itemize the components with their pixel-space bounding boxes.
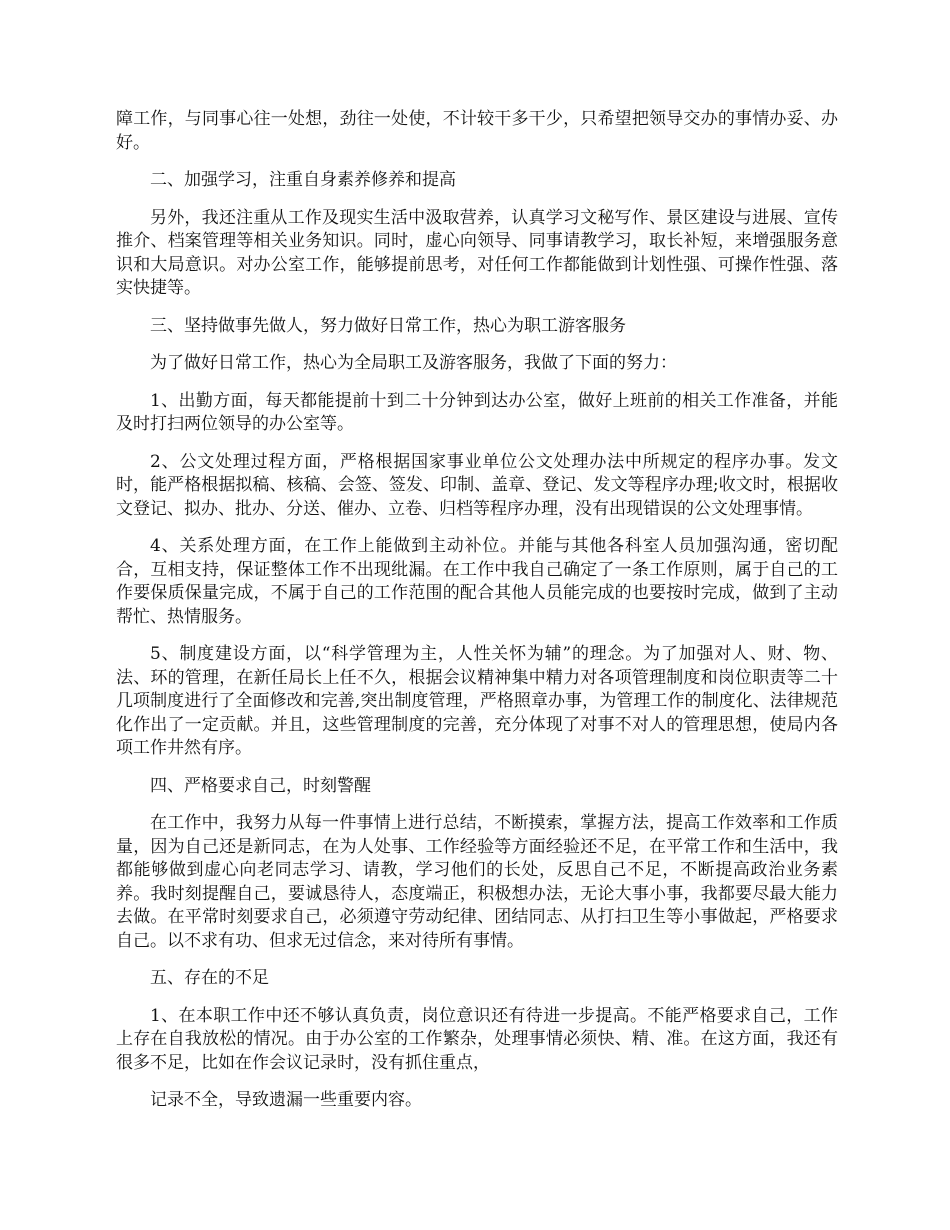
paragraph-item-1: 1、出勤方面，每天都能提前十到二十分钟到达办公室，做好上班前的相关工作准备，并能及时打扫两位领导的办公室等。 — [116, 390, 838, 434]
paragraph: 为了做好日常工作，热心为全局职工及游客服务，我做了下面的努力： — [150, 353, 677, 373]
paragraph-item-1: 1、在本职工作中还不够认真负责，岗位意识还有待进一步提高。不能严格要求自己，工作上存在自我放松的情况。由于办公室的工作繁杂，处理事情必须快、精、准。在这方面，我还有很多不足，比如在作会议记录时，没有抓住重点， — [116, 1005, 838, 1073]
paragraph: 在工作中，我努力从每一件事情上进行总结，不断摸索，掌握方法，提高工作效率和工作质量，因为自己还是新同志，在为人处事、工作经验等方面经验还不足，在平常工作和生活中，我都能够做到虚心向老同志学习、请教，学习他们的长处，反思自己不足，不断提高政治业务素养。我时刻提醒自己，要诚恳待人，态度端正，积极想办法，无论大事小事，我都要尽最大能力去做。在平常时刻要求自己，必须遵守劳动纪律、团结同志、从打扫卫生等小事做起，严格要求自己。以不求有功、但求无过信念，来对待所有事情。 — [116, 813, 838, 951]
document-body — [116, 108, 838, 1127]
paragraph-continuation: 障工作，与同事心往一处想，劲往一处使，不计较干多干少，只希望把领导交办的事情办妥、办好。 — [116, 109, 838, 153]
paragraph-item-2: 2、公文处理过程方面，严格根据国家事业单位公文处理办法中所规定的程序办事。发文时，能严格根据拟稿、核稿、会签、签发、印制、盖章、登记、发文等程序办理;收文时，根据收文登记、拟办、批办、分送、催办、立卷、归档等程序办理，没有出现错误的公文处理事情。 — [116, 451, 838, 519]
paragraph-item-5: 5、制度建设方面，以“科学管理为主，人性关怀为辅”的理念。为了加强对人、财、物、法、环的管理，在新任局长上任不久，根据会议精神集中精力对各项管理制度和岗位职责等二十几项制度进行了全面修改和完善,突出制度管理，严格照章办事，为管理工作的制度化、法律规范化作出了一定贡献。并且，这些管理制度的完善，充分体现了对事不对人的管理思想，使局内各项工作井然有序。 — [116, 644, 838, 758]
paragraph: 记录不全，导致遗漏一些重要内容。 — [150, 1090, 422, 1110]
paragraph: 另外，我还注重从工作及现实生活中汲取营养，认真学习文秘写作、景区建设与进展、宣传推介、档案管理等相关业务知识。同时，虚心向领导、同事请教学习，取长补短，来增强服务意识和大局意识。对办公室工作，能够提前思考，对任何工作都能做到计划性强、可操作性强、落实快捷等。 — [116, 207, 838, 298]
section-heading-4: 四、严格要求自己，时刻警醒 — [150, 775, 371, 796]
section-heading-5: 五、存在的不足 — [150, 968, 269, 988]
section-heading-2: 二、加强学习，注重自身素养修养和提高 — [150, 170, 456, 190]
paragraph-item-4: 4、关系处理方面，在工作上能做到主动补位。并能与其他各科室人员加强沟通，密切配合，互相支持，保证整体工作不出现纰漏。在工作中我自己确定了一条工作原则，属于自己的工作要保质保量完成，不属于自己的工作范围的配合其他人员能完成的也要按时完成，做到了主动帮忙、热情服务。 — [116, 536, 838, 627]
section-heading-3: 三、坚持做事先做人，努力做好日常工作，热心为职工游客服务 — [150, 315, 626, 336]
